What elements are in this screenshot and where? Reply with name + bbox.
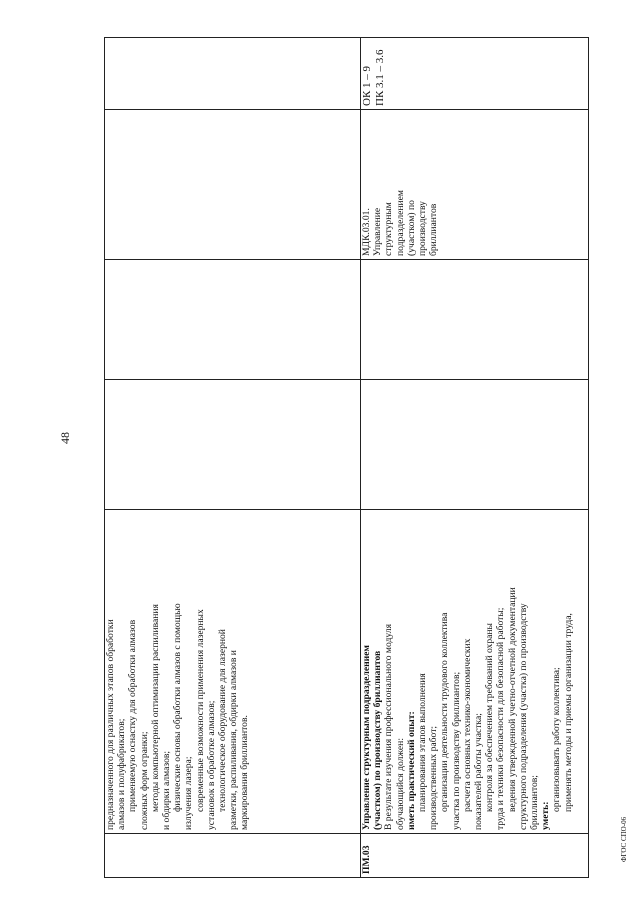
competencies-cell	[361, 38, 589, 110]
footer-standard-code: ФГОС СПО-06	[620, 816, 628, 862]
description-line: структурного подразделения (участка) по производству	[517, 603, 529, 830]
competency-ok: ОК 1 – 9	[361, 65, 373, 106]
program-table	[104, 37, 589, 878]
description-line: планирования этапов выполнения	[417, 673, 429, 812]
table-row	[361, 38, 589, 878]
description-line: физические основы обработки алмазов с помощью	[172, 603, 184, 812]
module-description-cell	[361, 510, 589, 834]
description-line: технологическое оборудование для лазерной	[217, 629, 229, 812]
description-line: бриллиантов;	[529, 775, 541, 830]
rotated-page-content	[104, 38, 588, 878]
description-line: обучающийся должен:	[394, 738, 406, 830]
empty-cell	[105, 380, 361, 510]
description-line: разметки, распиливания, обдирки алмазов и	[228, 650, 240, 830]
competency-pk: ПК 3.1 – 3.6	[374, 49, 386, 106]
description-line: производственных работ;	[428, 725, 440, 830]
description-line: В результате изучения профессионального модуля	[383, 624, 395, 830]
table-row	[105, 38, 361, 878]
description-line: применяемую оснастку для обработки алмазов	[127, 619, 139, 812]
mdk-line: Управление	[372, 207, 384, 256]
description-line: излучения лазера;	[183, 756, 195, 830]
empty-cell	[105, 110, 361, 260]
description-line: показателей работы участка;	[473, 713, 485, 830]
description-cell	[105, 510, 361, 834]
description-line: сложных форм огранки;	[138, 731, 150, 830]
description-line: алмазов и полуфабрикатов;	[116, 718, 128, 830]
page-number: 48	[58, 432, 72, 444]
mdk-line: бриллиантов	[428, 203, 440, 256]
description-line: ведения утвержденной учетно-отчетной документации	[506, 587, 518, 812]
description-line: контроля за обеспечением требований охраны	[484, 623, 496, 812]
table-container	[104, 38, 588, 878]
empty-cell	[105, 38, 361, 110]
mdk-line: производству	[417, 201, 429, 256]
mdk-line: (участком) по	[405, 200, 417, 256]
module-title-line: Управление структурным подразделением	[361, 645, 372, 830]
section-heading: уметь:	[540, 801, 552, 830]
description-line: применять методы и приемы организации труда,	[562, 613, 574, 812]
mdk-cell	[361, 110, 589, 260]
description-line: современные возможности применения лазерных	[194, 609, 206, 812]
description-line: организовывать работу коллектива;	[551, 667, 563, 812]
code-cell-empty	[105, 834, 361, 878]
mdk-line: МДК.03.01.	[361, 208, 372, 256]
description-line: и обдирки алмазов;	[161, 750, 173, 830]
module-code-cell: ПМ.03	[361, 834, 589, 878]
empty-cell	[361, 380, 589, 510]
mdk-line: структурным	[383, 202, 395, 256]
empty-cell	[105, 260, 361, 380]
description-line: маркирования бриллиантов.	[239, 715, 251, 830]
description-line: организации деятельности трудового коллектива	[439, 612, 451, 812]
description-line: методы компьютерной оптимизации распиливания	[149, 604, 161, 812]
description-line: расчета основных технико-экономических	[461, 638, 473, 812]
section-heading: иметь практический опыт:	[405, 711, 417, 830]
description-line: предназначенного для различных этапов обработки	[105, 619, 116, 830]
description-line: установок в обработке алмазов;	[205, 700, 217, 830]
mdk-line: подразделением	[394, 190, 406, 256]
empty-cell	[361, 260, 589, 380]
module-title-line: (участком) по производству бриллиантов	[372, 650, 384, 830]
description-line: труда и техники безопасности для безопасной работы;	[495, 607, 507, 830]
description-line: участка по производству бриллиантов;	[450, 671, 462, 830]
